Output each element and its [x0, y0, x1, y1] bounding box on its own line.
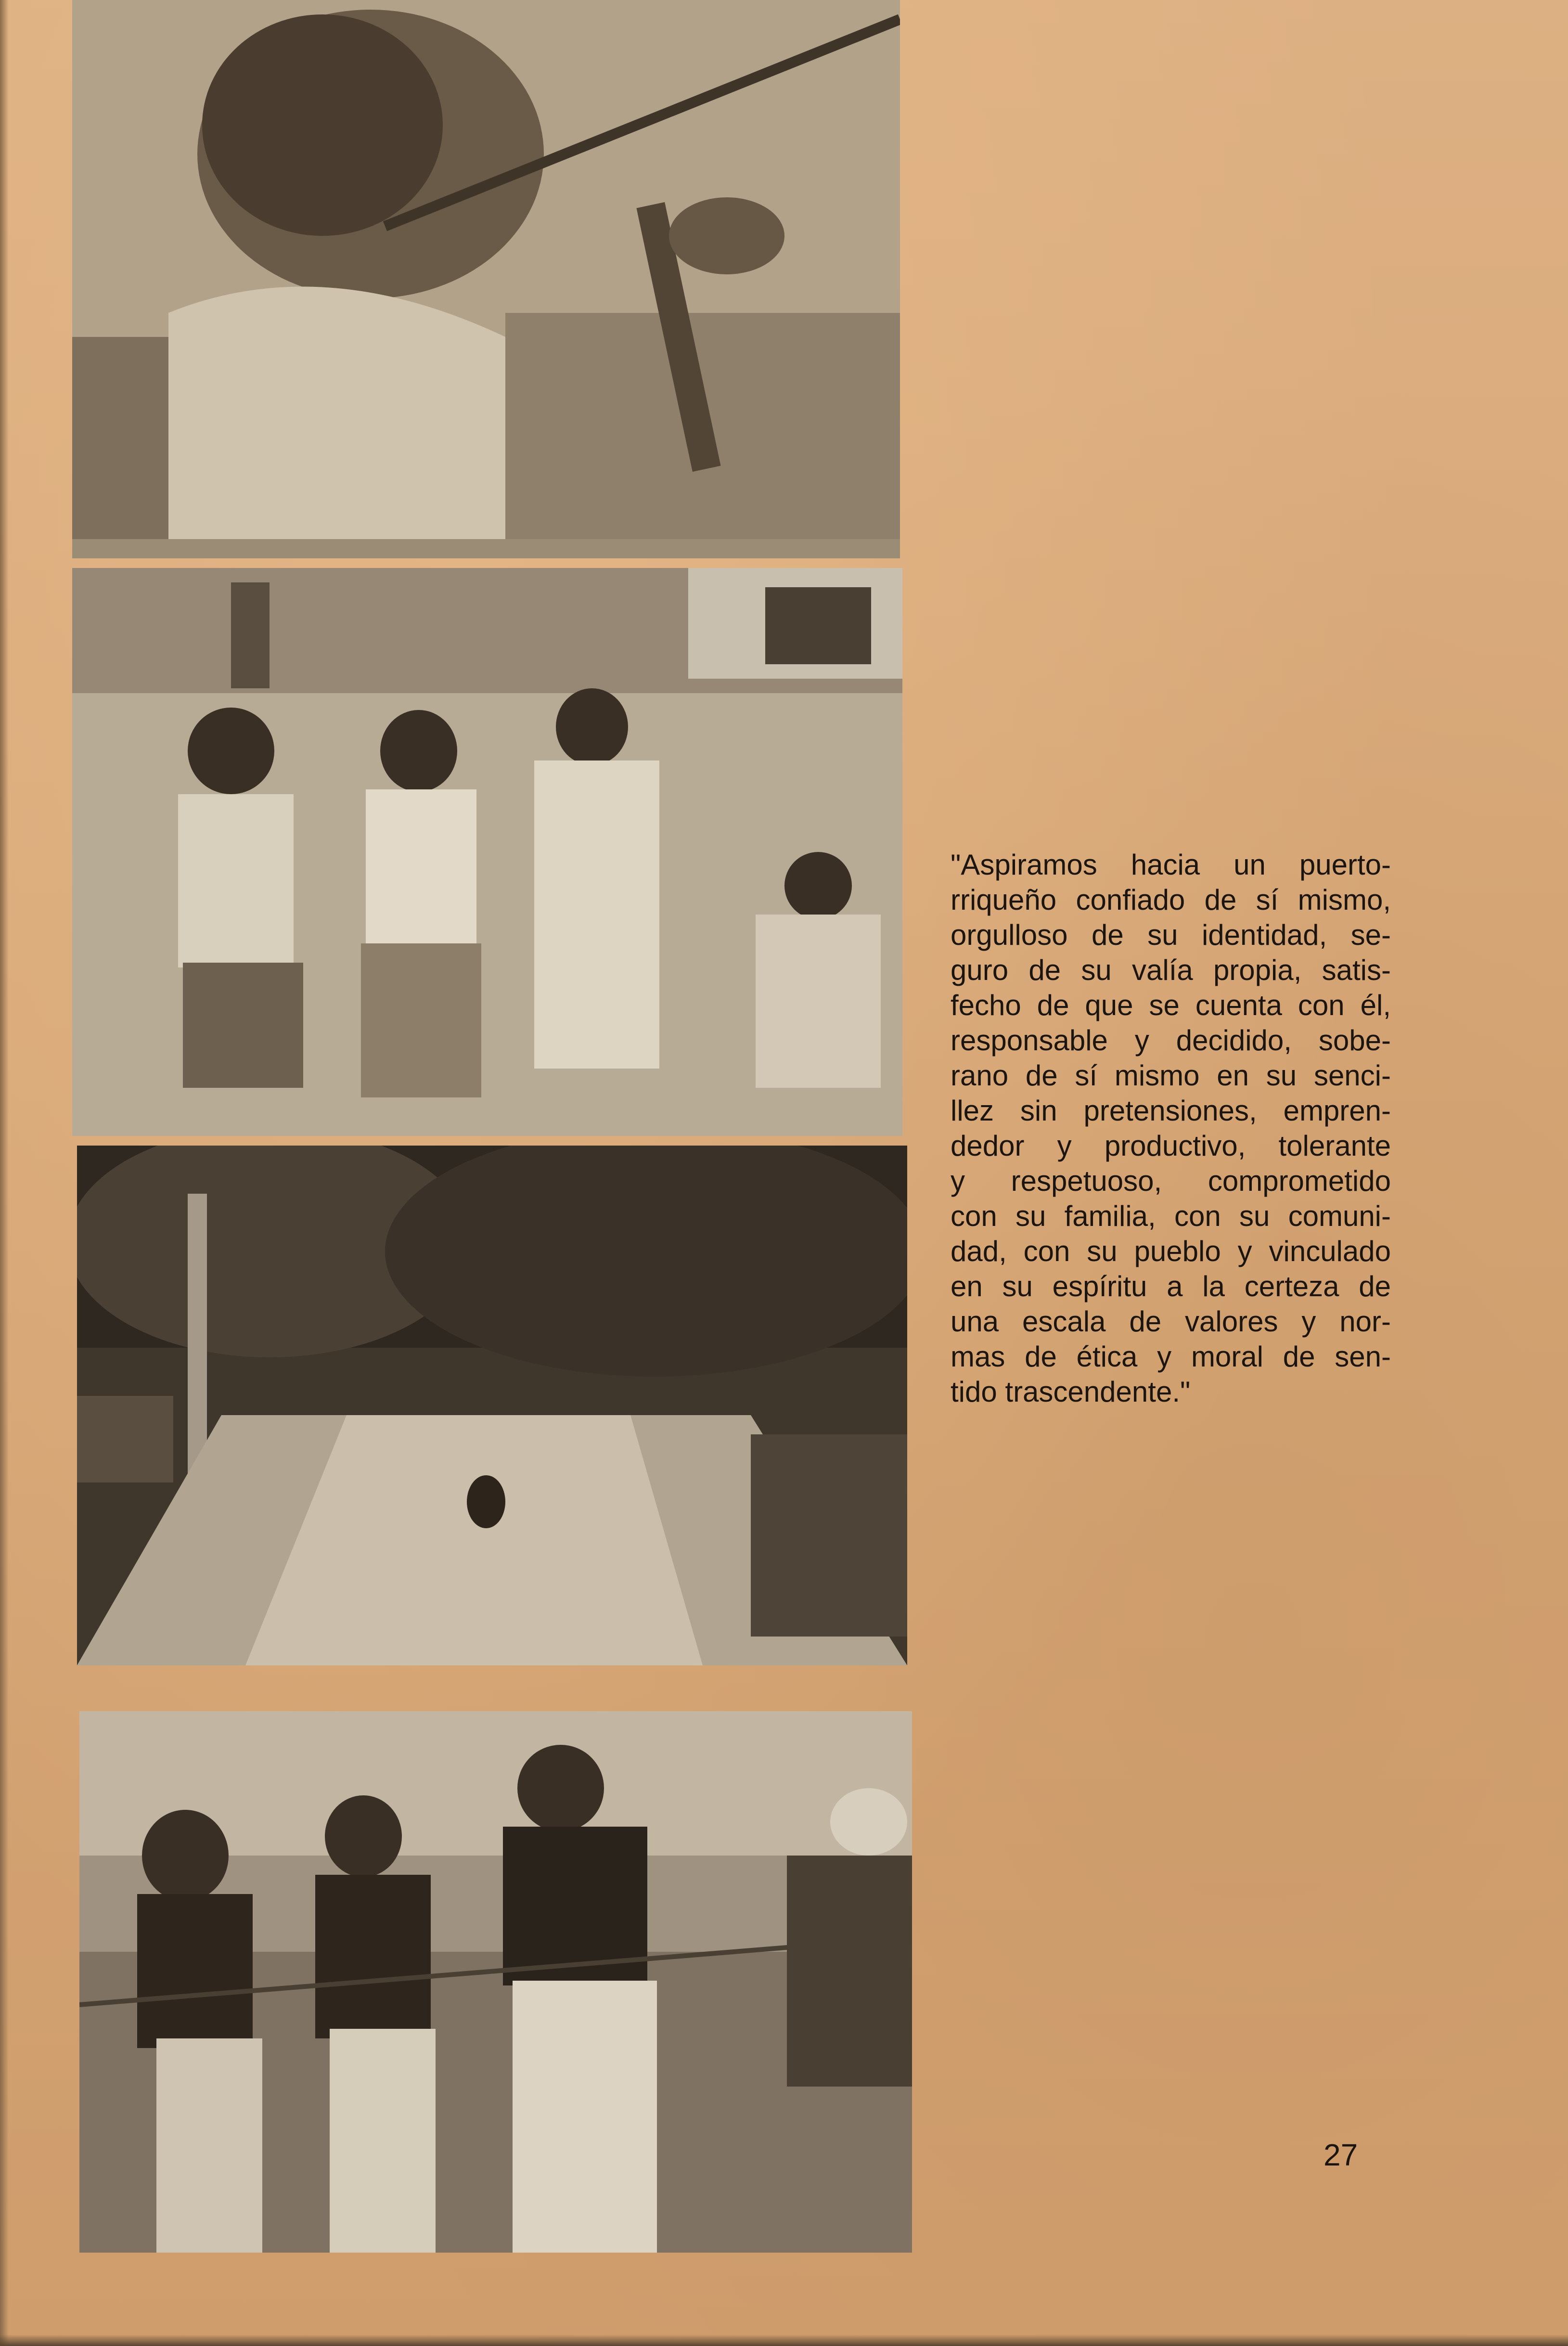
photo-people-seated	[72, 568, 902, 1136]
page-number: 27	[1324, 2138, 1358, 2172]
quote-line: y respetuoso, comprometido	[951, 1165, 1391, 1197]
quote-line: llez sin pretensiones, empren-	[951, 1095, 1391, 1127]
quote-line: orgulloso de su identidad, se-	[951, 919, 1391, 951]
quote-line: una escala de valores y nor-	[951, 1305, 1391, 1338]
quote-line: fecho de que se cuenta con él,	[951, 989, 1391, 1021]
quote-line: tido trascendente."	[951, 1376, 1191, 1408]
quote-line: con su familia, con su comuni-	[951, 1200, 1391, 1232]
quote-line: mas de ética y moral de sen-	[951, 1341, 1391, 1373]
quote-line: responsable y decidido, sobe-	[951, 1024, 1391, 1057]
photo-man-with-cane	[72, 0, 900, 558]
quote-line: en su espíritu a la certeza de	[951, 1270, 1391, 1302]
quote-line: rriqueño confiado de sí mismo,	[951, 884, 1391, 916]
page-edge-bottom	[0, 2334, 1568, 2346]
quote-line: dad, con su pueblo y vinculado	[951, 1235, 1391, 1267]
quote-line: "Aspiramos hacia un puerto-	[951, 849, 1391, 881]
photo-tree-lined-plaza	[77, 1146, 907, 1665]
quote-line: guro de su valía propia, satis-	[951, 954, 1391, 986]
quote-paragraph	[951, 847, 1391, 1409]
photo-tug-of-war	[79, 1711, 912, 2253]
page-edge-left	[0, 0, 9, 2346]
quote-line: rano de sí mismo en su senci-	[951, 1059, 1391, 1092]
quote-line: dedor y productivo, tolerante	[951, 1130, 1391, 1162]
